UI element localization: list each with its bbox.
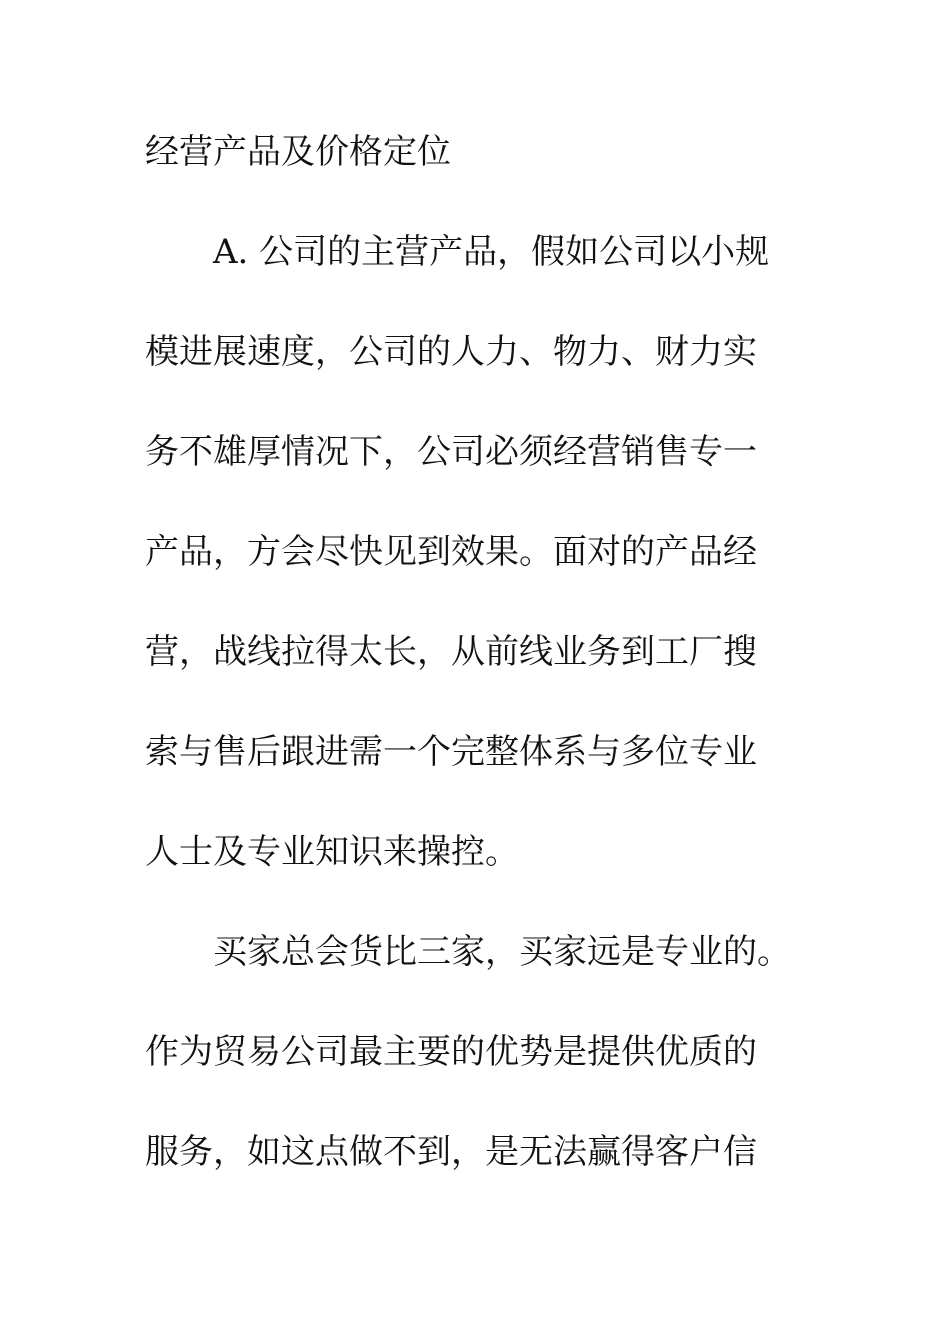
text-line: 买家总会货比三家，买家远是专业的。 bbox=[145, 932, 791, 972]
text-line: 产品，方会尽快见到效果。面对的产品经 bbox=[145, 532, 757, 572]
text-line: 索与售后跟进需一个完整体系与多位专业 bbox=[145, 732, 757, 772]
text-line: 人士及专业知识来操控。 bbox=[145, 832, 519, 872]
text-line: 作为贸易公司最主要的优势是提供优质的 bbox=[145, 1032, 757, 1072]
text-line: A. 公司的主营产品，假如公司以小规 bbox=[145, 232, 770, 272]
section-heading: 经营产品及价格定位 bbox=[145, 132, 451, 172]
text-line: 模进展速度，公司的人力、物力、财力实 bbox=[145, 332, 757, 372]
text-line: 务不雄厚情况下，公司必须经营销售专一 bbox=[145, 432, 757, 472]
text-line: 服务，如这点做不到，是无法赢得客户信 bbox=[145, 1132, 757, 1172]
text-line: 营，战线拉得太长，从前线业务到工厂搜 bbox=[145, 632, 757, 672]
